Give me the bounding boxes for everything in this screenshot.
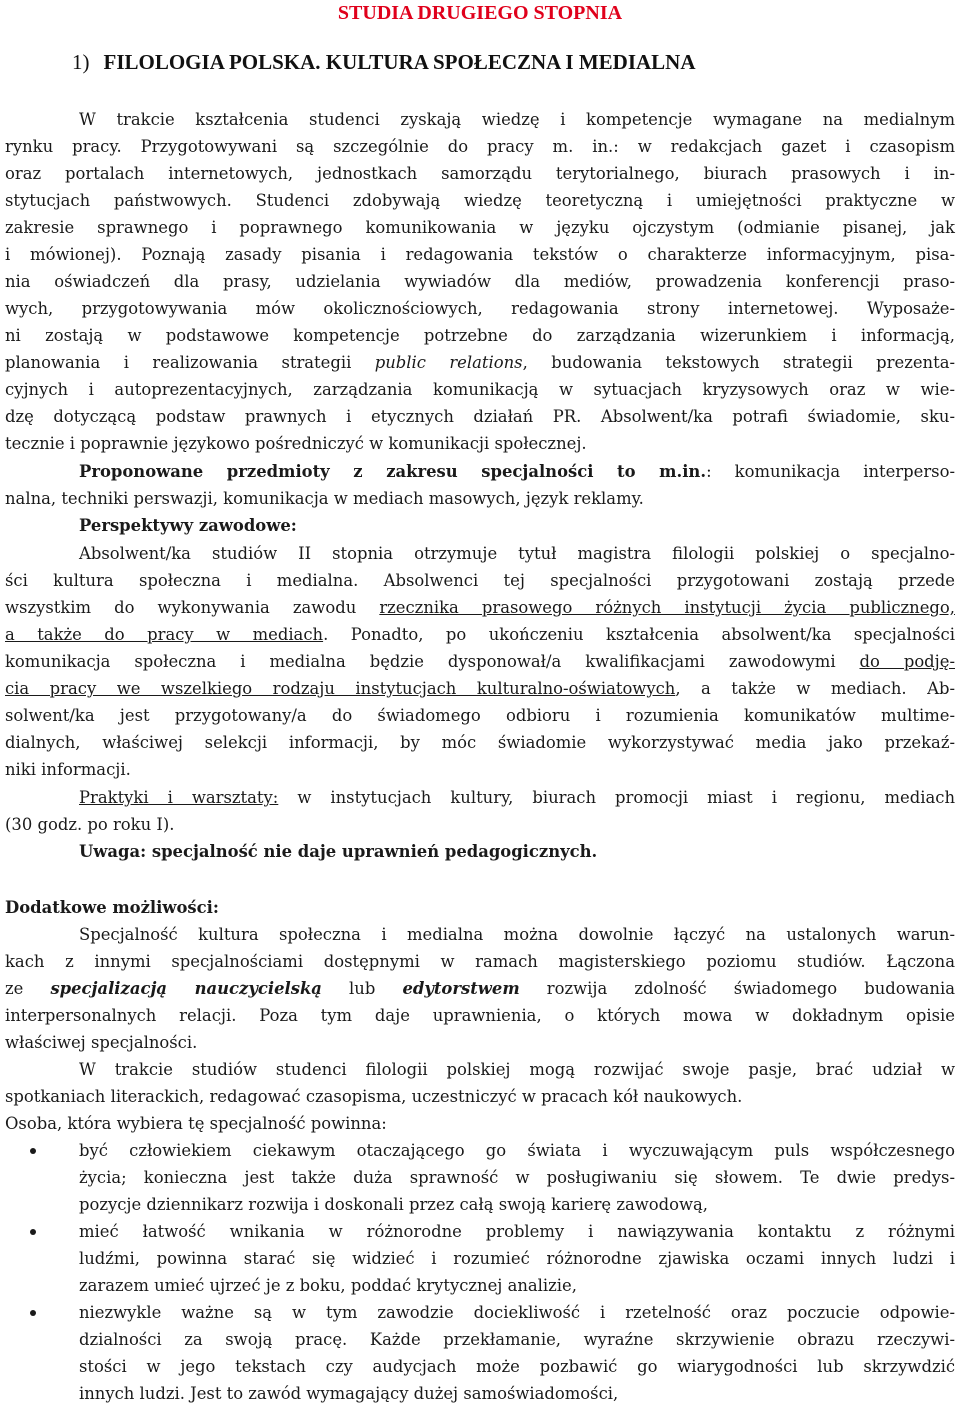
section-number: 1) (72, 50, 90, 74)
list-item-line: pozycje dziennikarz rozwija i doskonali przez całą swoją karierę zawodową, (79, 1195, 708, 1214)
emphasis-text: edytorstwem (402, 979, 520, 998)
text-span: , budowania tekstowych strategii prezenta- (522, 353, 956, 372)
text-line: nia oświadczeń dla prasy, udzielania wywiadów dla mediów, prowadzenia konferencji praso- (5, 272, 955, 291)
text-line (5, 975, 955, 1002)
text-span: planowania i realizowania strategii (5, 353, 375, 372)
text-line: interpersonalnych relacji. Poza tym daje uprawnienia, o których mowa w dokładnym opisie (5, 1006, 955, 1025)
text-line: solwent/ka jest przygotowany/a do świadomego odbioru i rozumienia komunikatów multime- (5, 706, 955, 725)
text-line (5, 648, 955, 675)
additional-heading: Dodatkowe możliwości: (5, 898, 219, 917)
underlined-text: a także do pracy w mediach (5, 625, 324, 644)
text-line: ni zostają w podstawowe kompetencje potrzebne do zarządzania wizerunkiem i informacją, (5, 326, 955, 345)
underlined-text: rzecznika prasowego różnych instytucji życia publicznego, (379, 598, 955, 617)
bullet-icon (30, 1310, 36, 1316)
underlined-text: do podję- (859, 652, 955, 671)
section-heading (72, 47, 696, 77)
internship-label: Praktyki i warsztaty: (79, 788, 279, 807)
list-item-line: być człowiekiem ciekawym otaczającego go świata i wyczuwającym puls współczesnego (79, 1141, 955, 1160)
text-line (5, 349, 955, 376)
text-span: lub (321, 979, 403, 998)
text-line: nalna, techniki perswazji, komunikacja w mediach masowych, język reklamy. (5, 489, 644, 508)
text-line: cyjnych i autoprezentacyjnych, zarządzania komunikacją w sytuacjach kryzysowych oraz w wie- (5, 380, 955, 399)
text-span: : komunikacja interperso- (706, 462, 955, 481)
list-item-line: niezwykle ważne są w tym zawodzie dociekliwość i rzetelność oraz poczucie odpowie- (79, 1303, 955, 1322)
notice-text: Uwaga: specjalność nie daje uprawnień pedagogicznych. (79, 842, 598, 861)
list-item-line: zarazem umieć ujrzeć je z boku, poddać krytycznej analizie, (79, 1276, 577, 1295)
text-line: i mówionej). Poznają zasady pisania i redagowania tekstów o charakterze informacyjnym, pisa- (5, 245, 955, 264)
text-span: komunikacja społeczna i medialna będzie dysponował/a kwalifikacjami zawodowymi (5, 652, 860, 671)
emphasis-text: specjalizacją nauczycielską (50, 979, 322, 998)
text-line (79, 458, 955, 485)
text-line: (30 godz. po roku I). (5, 815, 175, 834)
text-line: dialnych, właściwej selekcji informacji, by móc świadomie wykorzystywać media jako przekaź- (5, 733, 955, 752)
text-line: rynku pracy. Przygotowywani są szczególnie do pracy m. in.: w redakcjach gazet i czasopism (5, 137, 955, 156)
text-line: tecznie i poprawnie językowo pośredniczyć w komunikacji społecznej. (5, 434, 587, 453)
text-span: . Ponadto, po ukończeniu kształcenia absolwent/ka specjalności (323, 625, 955, 644)
text-span: , a także w mediach. Ab- (675, 679, 955, 698)
text-span: ze (5, 979, 51, 998)
text-line: W trakcie studiów studenci filologii polskiej mogą rozwijać swoje pasje, brać udział w (79, 1060, 955, 1079)
career-heading: Perspektywy zawodowe: (79, 516, 297, 535)
subjects-label: Proponowane przedmioty z zakresu specjalności to m.in. (79, 462, 707, 481)
text-line (79, 784, 955, 811)
text-line: niki informacji. (5, 760, 131, 779)
text-line: stytucjach państwowych. Studenci zdobywają wiedzę teoretyczną i umiejętności praktyczne w (5, 191, 955, 210)
list-item-line: stości w jego tekstach czy audycjach może pozbawić go wiarygodności lub skrzywdzić (79, 1357, 955, 1376)
bullet-icon (30, 1229, 36, 1235)
text-line: kach z innymi specjalnościami dostępnymi w ramach magisterskiego poziomu studiów. Łączona (5, 952, 955, 971)
text-line (5, 621, 955, 648)
list-item-line: innych ludzi. Jest to zawód wymagający dużej samoświadomości, (79, 1384, 619, 1403)
text-line: Absolwent/ka studiów II stopnia otrzymuje tytuł magistra filologii polskiej o specjalno- (79, 544, 955, 563)
list-item-line: ludźmi, powinna starać się widzieć i rozumieć różnorodne zjawiska oczami innych ludzi i (79, 1249, 955, 1268)
text-line: W trakcie kształcenia studenci zyskają wiedzę i kompetencje wymagane na medialnym (79, 110, 955, 129)
italic-term: public relations (374, 353, 523, 372)
text-span: wszystkim do wykonywania zawodu (5, 598, 380, 617)
text-line: Specjalność kultura społeczna i medialna można dowolnie łączyć na ustalonych warun- (79, 925, 955, 944)
text-line (5, 675, 955, 702)
text-line: Osoba, która wybiera tę specjalność powinna: (5, 1114, 387, 1133)
text-line: wych, przygotowywania mów okolicznościowych, redagowania strony internetowej. Wyposaże- (5, 299, 955, 318)
underlined-text: cia pracy we wszelkiego rodzaju instytucjach kulturalno-oświatowych (5, 679, 676, 698)
text-line: oraz portalach internetowych, jednostkach samorządu terytorialnego, biurach prasowych i in- (5, 164, 955, 183)
text-line: zakresie sprawnego i poprawnego komunikowania w języku ojczystym (odmianie pisanej, jak (5, 218, 955, 237)
text-line (5, 594, 955, 621)
text-line: właściwej specjalności. (5, 1033, 198, 1052)
page-title: STUDIA DRUGIEGO STOPNIA (337, 2, 623, 24)
list-item-line: życia; konieczna jest także duża sprawność w posługiwaniu się słowem. Te dwie predys- (79, 1168, 955, 1187)
text-line: spotkaniach literackich, redagować czasopisma, uczestniczyć w pracach kół naukowych. (5, 1087, 743, 1106)
section-title: FILOLOGIA POLSKA. KULTURA SPOŁECZNA I MEDIALNA (103, 50, 696, 74)
text-span: w instytucjach kultury, biurach promocji miast i regionu, mediach (278, 788, 955, 807)
text-line: ści kultura społeczna i medialna. Absolwenci tej specjalności przygotowani zostają przede (5, 571, 955, 590)
text-line: dzę dotyczącą podstaw prawnych i etycznych działań PR. Absolwent/ka potrafi świadomie, sku- (5, 407, 955, 426)
bullet-icon (30, 1148, 36, 1154)
text-span: rozwija zdolność świadomego budowania (519, 979, 955, 998)
list-item-line: dzialności za swoją pracę. Każde przekłamanie, wyraźne skrzywienie obrazu rzeczywi- (79, 1330, 955, 1349)
list-item-line: mieć łatwość wnikania w różnorodne problemy i nawiązywania kontaktu z różnymi (79, 1222, 955, 1241)
